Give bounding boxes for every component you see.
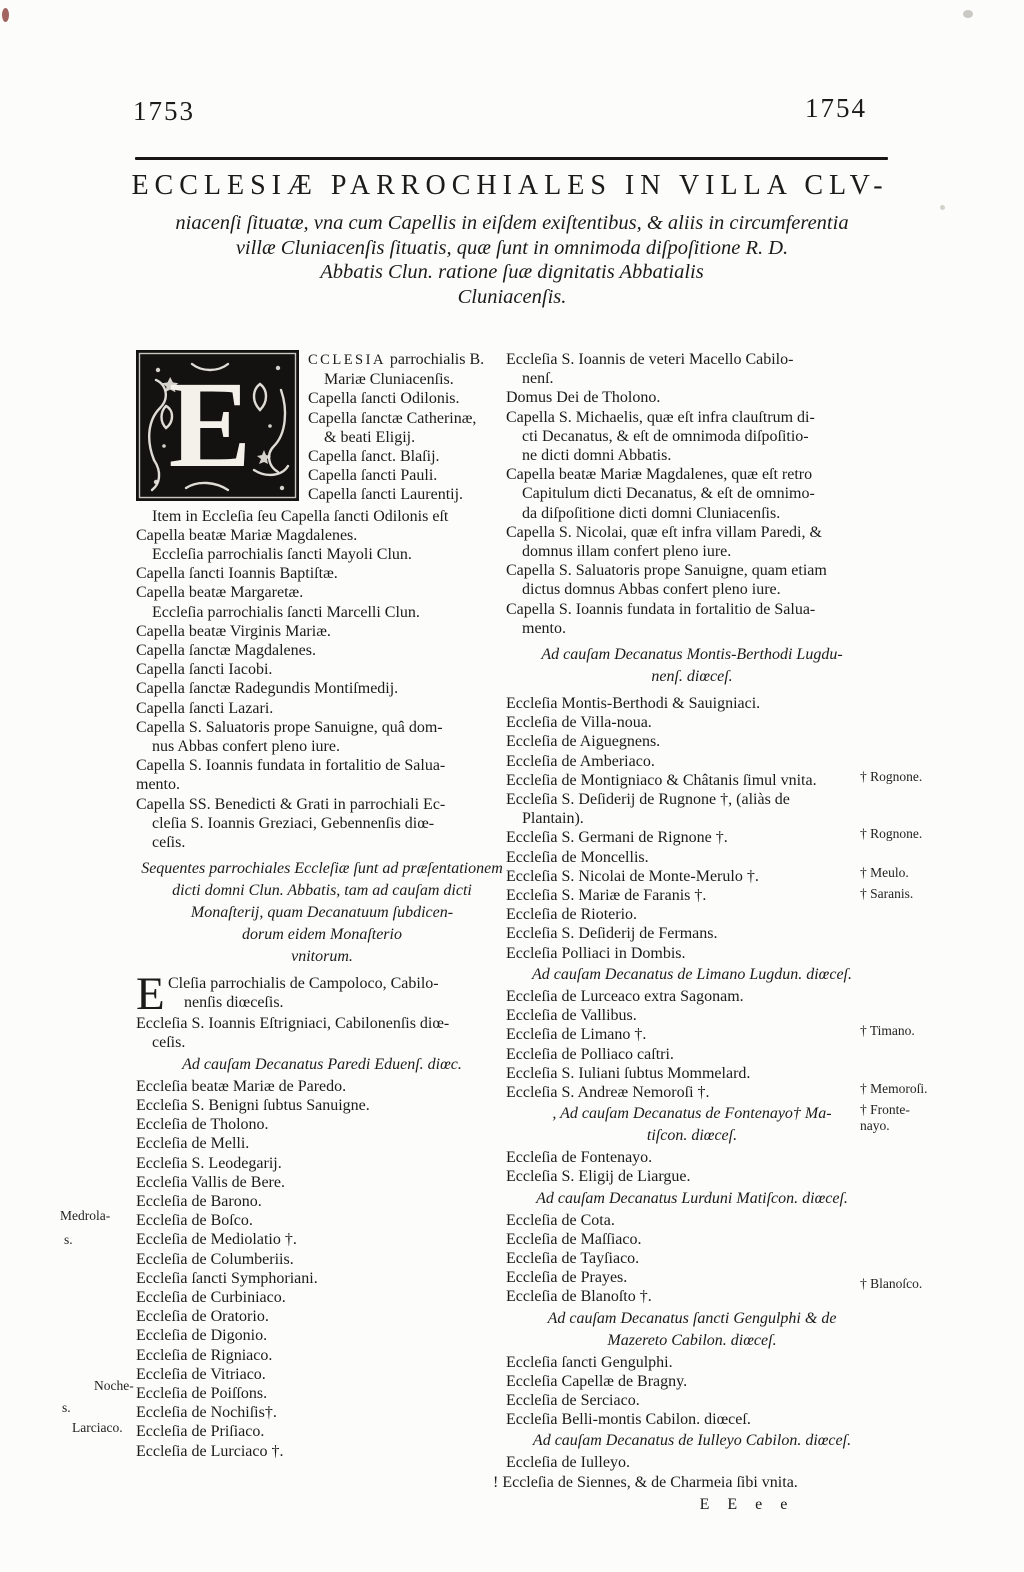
- page-title: ECCLESIÆ PARROCHIALES IN VILLA CLV-: [131, 170, 889, 201]
- text-line: Eccleſia de Iulleyo.: [506, 1454, 630, 1472]
- margin-note-blanosco: † Blanoſco.: [860, 1276, 923, 1291]
- subtitle-line: villæ Cluniacenſis ſituatis, quæ ſunt in omnimoda diſpoſitione R. D.: [235, 236, 789, 259]
- text-line: da diſpoſitione dicti domni Cluniacenſis.: [522, 504, 781, 522]
- text-line: Eccleſia S. Andreæ Nemoroſi †.: [506, 1083, 710, 1101]
- text-line: Capella S. Ioannis fundata in fortalitio de Salua-: [136, 757, 446, 775]
- text-line: Capella ſancti Iacobi.: [136, 661, 273, 679]
- margin-note-timano: † Timano.: [860, 1023, 915, 1038]
- text-line: dorum eidem Monaſterio: [242, 926, 402, 944]
- text-line: ceſis.: [152, 1034, 186, 1052]
- text-line: Ad cauſam Decanatus de Limano Lugdun. diœceſ.: [532, 965, 852, 983]
- text-line: nenſ. diœceſ.: [651, 668, 733, 686]
- text-line: Eccleſia de Poiſſons.: [136, 1384, 268, 1402]
- text-line: Eccleſia de Prayes.: [506, 1269, 628, 1287]
- text-line: Ad cauſam Decanatus ſancti Gengulphi & de: [547, 1309, 837, 1327]
- text-line: Eccleſia parrochialis ſancti Mayoli Clun.: [152, 546, 412, 564]
- text-line: Eccleſia parrochialis ſancti Marcelli Clun.: [152, 603, 420, 621]
- text-line: Eccleſia de Fontenayo.: [506, 1149, 653, 1167]
- left-column-list-2: [136, 1014, 508, 1460]
- text-line: Eccleſia S. Iuliani ſubtus Mommelard.: [506, 1064, 751, 1082]
- lead-rest: parrochialis B.: [385, 351, 485, 368]
- text-line: Capella S. Nicolai, quæ eſt infra villam Paredi, &: [506, 523, 822, 541]
- text-line: Ad cauſam Decanatus Paredi Eduenſ. diœc.: [182, 1055, 462, 1073]
- text-line: Eccleſia de Tholono.: [136, 1116, 269, 1134]
- text-line: Capella S. Saluatoris prope Sanuigne, quam etiam: [506, 562, 827, 580]
- scan-speck: [940, 205, 945, 210]
- scan-speck: [2, 8, 9, 22]
- text-line: Mariæ Cluniacenſis.: [324, 371, 454, 389]
- text-line: ceſis.: [152, 834, 186, 852]
- margin-note-noches: Noche-: [94, 1378, 134, 1393]
- text-line: Eccleſia de Amberiaco.: [506, 752, 655, 770]
- text-line: ! Eccleſia de Siennes, & de Charmeia ſibi vnita.: [493, 1473, 798, 1491]
- text-line: Eccleſia de Villa-noua.: [506, 714, 652, 732]
- text-line: Eccleſia de Polliaco caſtri.: [506, 1045, 674, 1063]
- text-line: Capella S. Ioannis fundata in fortalitio de Salua-: [506, 600, 816, 618]
- text-line: Capella ſancti Lazari.: [136, 699, 274, 717]
- text-line: Eccleſia de Vitriaco.: [136, 1365, 266, 1383]
- dropcap2-text: [168, 974, 504, 1012]
- text-line: Capella S. Saluatoris prope Sanuigne, quâ dom-: [136, 718, 443, 736]
- text-line: Ad cauſam Decanatus de Iulleyo Cabilon. diœceſ.: [532, 1432, 852, 1450]
- text-line: Capella ſancti Pauli.: [308, 467, 438, 485]
- text-line: Cleſia parrochialis de Campoloco, Cabilo-: [168, 975, 439, 993]
- text-line: Capella beatæ Mariæ Magdalenes, quæ eſt retro: [506, 466, 813, 484]
- text-line: Eccleſia S. Benigni ſubtus Sanuigne.: [136, 1096, 370, 1114]
- text-line: Eccleſia de Blanoſto †.: [506, 1288, 652, 1306]
- text-line: Eccleſia S. Ioannis Eſtrigniaci, Cabilonenſis diœ-: [136, 1015, 450, 1033]
- column-number-left: 1753: [133, 96, 195, 126]
- header-rule: [135, 157, 888, 160]
- text-line: Capella ſanctæ Catherinæ,: [308, 409, 477, 427]
- dropcap-paragraph: [136, 350, 508, 505]
- text-line: [308, 350, 508, 370]
- text-line: Eccleſia de Vallibus.: [506, 1007, 637, 1025]
- text-line: Eccleſia de Priſiaco.: [136, 1423, 265, 1441]
- text-line: Eccleſia de Curbiniaco.: [136, 1288, 286, 1306]
- text-line: Eccleſia S. Leodegarij.: [136, 1154, 282, 1172]
- text-line: Eccleſia de Maſſiaco.: [506, 1230, 642, 1248]
- margin-note-frontenayo: [860, 1102, 938, 1134]
- text-line: cti Decanatus, & eſt de omnimoda diſpoſitio-: [522, 427, 809, 445]
- text-line: Eccleſia S. Eligij de Liargue.: [506, 1168, 691, 1186]
- right-column-list: [493, 350, 878, 1514]
- text-line: Eccleſia de Montigniaco & Châtanis ſimul vnita.: [506, 771, 817, 789]
- text-line: domnus illam confert pleno iure.: [522, 543, 732, 561]
- margin-note-medrolas: [60, 1208, 110, 1248]
- margin-note-line: nayo.: [860, 1118, 890, 1133]
- margin-note-line: Medrola-: [60, 1208, 111, 1223]
- margin-note-larciaco: Larciaco.: [72, 1420, 123, 1435]
- text-line: Eccleſia beatæ Mariæ de Paredo.: [136, 1077, 347, 1095]
- text-line: Capella ſanctæ Radegundis Montiſmedij.: [136, 680, 399, 698]
- scan-speck: [963, 10, 973, 18]
- text-line: Eccleſia Vallis de Bere.: [136, 1173, 285, 1191]
- text-line: Capella ſancti Ioannis Baptiſtæ.: [136, 565, 338, 583]
- dropcap2-paragraph: [136, 968, 508, 1021]
- text-line: Capella beatæ Mariæ Magdalenes.: [136, 526, 358, 544]
- left-column-list-1: [136, 507, 508, 968]
- text-line: Plantain).: [522, 810, 584, 828]
- right-column: [493, 350, 878, 1514]
- ornate-initial-woodcut: [136, 350, 299, 501]
- subtitle-line: niacenſi ſituatæ, vna cum Capellis in eiſdem exiſtentibus, & aliis in circumferentia: [175, 212, 849, 234]
- margin-note-rognone-2: † Rognone.: [860, 826, 923, 841]
- text-line: Eccleſia de Rigniaco.: [136, 1346, 273, 1364]
- text-line: Eccleſia de Mediolatio †.: [136, 1231, 297, 1249]
- text-line: Capella beatæ Virginis Mariæ.: [136, 622, 331, 640]
- text-line: Eccleſia S. Deſiderij de Rugnone †, (aliàs de: [506, 791, 790, 809]
- margin-note-line: † Fronte-: [860, 1102, 910, 1117]
- text-line: Capella beatæ Margaretæ.: [136, 584, 304, 602]
- text-line: mento.: [522, 619, 566, 637]
- text-line: Capitulum dicti Decanatus, & eſt de omnimo-: [522, 485, 815, 503]
- text-line: Eccleſia de Barono.: [136, 1192, 262, 1210]
- text-line: Eccleſia Montis-Berthodi & Sauigniaci.: [506, 695, 761, 713]
- text-line: Eccleſia Capellæ de Bragny.: [506, 1372, 688, 1390]
- page-subtitle: [80, 211, 944, 309]
- text-line: dictus domnus Abbas confert pleno iure.: [522, 581, 781, 599]
- text-line: nenſ.: [522, 370, 554, 388]
- text-line: Eccleſia S. Ioannis de veteri Macello Cabilo-: [506, 351, 794, 368]
- text-line: Eccleſia de Lurciaco †.: [136, 1442, 284, 1460]
- text-line: , Ad cauſam Decanatus de Fontenayo† Ma-: [552, 1105, 832, 1123]
- text-line: Eccleſia de Digonio.: [136, 1327, 268, 1345]
- text-line: Eccleſia de Lurceaco extra Sagonam.: [506, 987, 744, 1005]
- margin-note-rognone-1: † Rognone.: [860, 769, 923, 784]
- text-line: Eccleſia de Aiguegnens.: [506, 733, 661, 751]
- column-number-right: 1754: [805, 93, 867, 123]
- text-line: Capella SS. Benedicti & Grati in parrochiali Ec-: [136, 795, 446, 813]
- text-line: Monaſterij, quam Decanatuum ſubdicen-: [190, 904, 454, 922]
- subtitle-line: Abbatis Clun. ratione ſuæ dignitatis Abbatialis: [320, 261, 704, 283]
- text-line: Item in Eccleſia ſeu Capella ſancti Odilonis eſt: [152, 507, 449, 525]
- dropcap-text: [308, 350, 508, 505]
- text-line: Eccleſia S. Mariæ de Faranis †.: [506, 887, 707, 905]
- text-line: Mazereto Cabilon. diœceſ.: [607, 1331, 777, 1349]
- text-line: Capella ſancti Odilonis.: [308, 390, 460, 408]
- text-line: Ad cauſam Decanatus Lurduni Matiſcon. diœceſ.: [536, 1189, 848, 1207]
- text-line: Eccleſia Belli-montis Cabilon. diœceſ.: [506, 1411, 751, 1429]
- text-line: dicti domni Clun. Abbatis, tam ad cauſam dicti: [172, 882, 472, 900]
- text-line: Eccleſia de Nochiſis†.: [136, 1404, 277, 1422]
- margin-note-memorosi: † Memoroſi.: [860, 1081, 928, 1096]
- text-line: Eccleſia de Cota.: [506, 1211, 615, 1229]
- lead-word: CCLESIA: [308, 352, 386, 368]
- text-line: Capella ſanctæ Magdalenes.: [136, 642, 316, 660]
- text-line: Eccleſia de Rioterio.: [506, 906, 638, 924]
- text-line: Domus Dei de Tholono.: [506, 389, 661, 407]
- text-line: vnitorum.: [291, 948, 353, 966]
- margin-note-meulo: † Meulo.: [860, 865, 909, 880]
- text-line: mento.: [136, 776, 180, 794]
- text-line: Ad cauſam Decanatus Montis-Berthodi Lugdu-: [541, 646, 843, 664]
- text-line: cleſia S. Ioannis Greziaci, Gebennenſis diœ-: [152, 814, 435, 832]
- text-line: Capella S. Michaelis, quæ eſt infra clauſtrum di-: [506, 408, 815, 426]
- text-line: Capella ſancti Laurentij.: [308, 486, 464, 504]
- text-line: Eccleſia de Moncellis.: [506, 848, 649, 866]
- text-line: Eccleſia de Oratorio.: [136, 1308, 269, 1326]
- text-line: Eccleſia S. Germani de Rignone †.: [506, 829, 728, 847]
- plain-initial-letter: E: [136, 968, 165, 1021]
- text-line: tiſcon. diœceſ.: [646, 1127, 738, 1145]
- text-line: Eccleſia de Columberiis.: [136, 1250, 294, 1268]
- text-line: Eccleſia de Serciaco.: [506, 1391, 640, 1409]
- text-line: Eccleſia S. Deſiderij de Fermans.: [506, 925, 718, 943]
- left-column: [136, 350, 508, 1461]
- text-line: Eccleſia de Limano †.: [506, 1026, 647, 1044]
- text-line: Eccleſia ſancti Symphoriani.: [136, 1269, 318, 1287]
- text-line: Sequentes parrochiales Eccleſiæ ſunt ad præſentationem: [141, 860, 503, 878]
- subtitle-line: Cluniacenſis.: [457, 285, 567, 308]
- text-line: & beati Eligij.: [324, 428, 416, 446]
- text-line: ne dicti domni Abbatis.: [522, 447, 672, 465]
- margin-note-noches-2: s.: [62, 1400, 71, 1415]
- text-line: Capella ſanct. Blaſij.: [308, 448, 440, 466]
- text-line: Eccleſia ſancti Gengulphi.: [506, 1353, 673, 1371]
- text-line: E E e e: [699, 1495, 795, 1513]
- text-line: nus Abbas confert pleno iure.: [152, 738, 340, 756]
- text-line: nenſis diœceſis.: [184, 994, 284, 1012]
- text-line: Eccleſia de Tayſiaco.: [506, 1249, 640, 1267]
- text-line: Eccleſia de Boſco.: [136, 1212, 253, 1230]
- text-line: Eccleſia Polliaci in Dombis.: [506, 944, 686, 962]
- margin-note-saranis: † Saranis.: [860, 886, 914, 901]
- text-line: Eccleſia S. Nicolai de Monte-Merulo †.: [506, 867, 759, 885]
- dropcap-letter: E: [168, 356, 252, 493]
- margin-note-line: s.: [64, 1232, 73, 1247]
- text-line: Eccleſia de Melli.: [136, 1135, 250, 1153]
- beside-cap-lines: [308, 370, 508, 504]
